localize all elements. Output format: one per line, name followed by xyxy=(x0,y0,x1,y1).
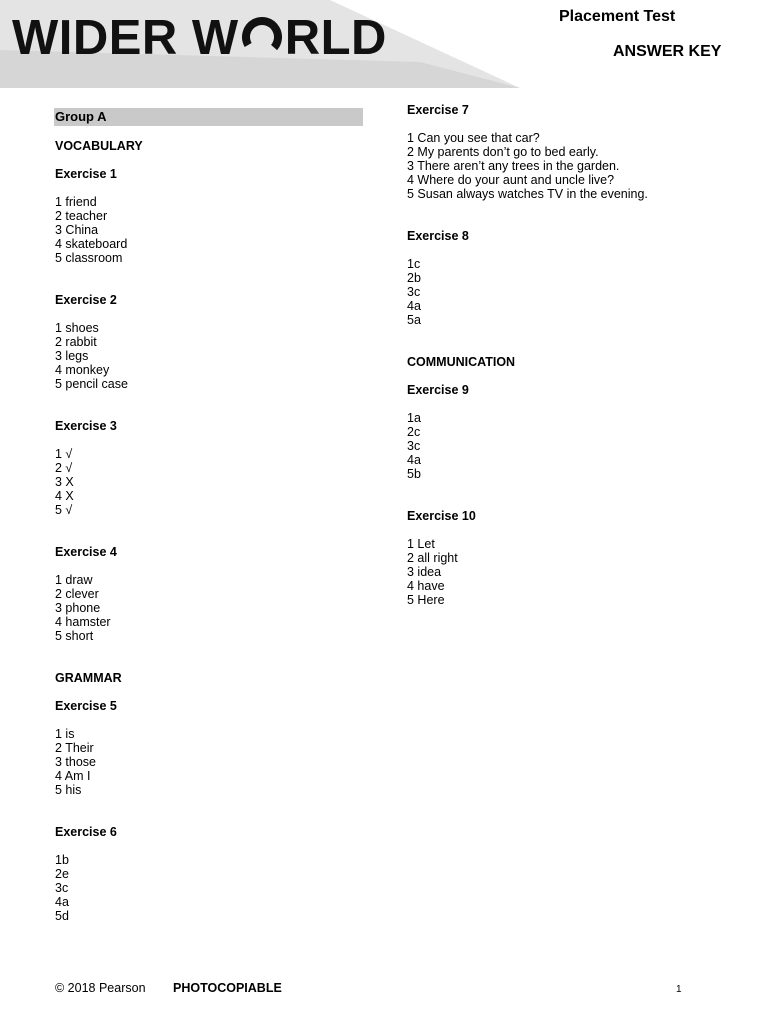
answer-item: 4a xyxy=(407,299,421,313)
answer-item: 4 have xyxy=(407,579,445,593)
answer-item: 4 hamster xyxy=(55,615,111,629)
answer-item: 5 √ xyxy=(55,503,73,517)
answer-item: 5 classroom xyxy=(55,251,123,265)
answer-item: 5 his xyxy=(55,783,82,797)
exercise-title: Exercise 9 xyxy=(407,383,469,397)
answer-item: 5 pencil case xyxy=(55,377,128,391)
answer-item: 3c xyxy=(407,439,421,453)
answer-list xyxy=(55,727,375,797)
answer-item: 1 Let xyxy=(407,537,435,551)
answer-item: 4 X xyxy=(55,489,74,503)
group-label: Group A xyxy=(54,108,363,126)
exercise-title: Exercise 7 xyxy=(407,103,469,117)
answer-item: 5 Susan always watches TV in the evening. xyxy=(407,187,648,201)
answer-item: 2 clever xyxy=(55,587,99,601)
answer-list xyxy=(407,537,747,607)
document-subtitle: ANSWER KEY xyxy=(613,43,722,60)
logo-ring-icon xyxy=(240,15,284,59)
answer-item: 2c xyxy=(407,425,421,439)
answer-list xyxy=(55,195,375,265)
answer-item: 1 draw xyxy=(55,573,93,587)
answer-item: 3 idea xyxy=(407,565,442,579)
answer-item: 1 friend xyxy=(55,195,97,209)
answer-item: 3 There aren’t any trees in the garden. xyxy=(407,159,620,173)
answer-item: 4a xyxy=(407,453,421,467)
answer-item: 1a xyxy=(407,411,421,425)
answer-item: 3 legs xyxy=(55,349,89,363)
exercise-title: Exercise 5 xyxy=(55,699,117,713)
answer-item: 4 Am I xyxy=(55,769,91,783)
answer-list xyxy=(407,257,747,327)
answer-item: 5d xyxy=(55,909,69,923)
answer-item: 4 Where do your aunt and uncle live? xyxy=(407,173,615,187)
answer-item: 1b xyxy=(55,853,69,867)
section-heading-grammar: GRAMMAR xyxy=(55,671,122,685)
answer-item: 5 Here xyxy=(407,593,445,607)
answer-item: 3c xyxy=(407,285,421,299)
answer-item: 5 short xyxy=(55,629,94,643)
answer-list xyxy=(407,411,747,481)
exercise-title: Exercise 8 xyxy=(407,229,469,243)
answer-item: 3 phone xyxy=(55,601,101,615)
answer-item: 2b xyxy=(407,271,421,285)
answer-item: 1 √ xyxy=(55,447,73,461)
answer-item: 3c xyxy=(55,881,69,895)
answer-item: 2 teacher xyxy=(55,209,108,223)
answer-item: 2 Their xyxy=(55,741,94,755)
brand-logo xyxy=(12,11,387,65)
answer-list xyxy=(407,131,747,201)
exercise-title: Exercise 2 xyxy=(55,293,117,307)
answer-item: 2e xyxy=(55,867,69,881)
exercise-title: Exercise 1 xyxy=(55,167,117,181)
exercise-title: Exercise 6 xyxy=(55,825,117,839)
left-column xyxy=(55,108,375,923)
answer-item: 4 monkey xyxy=(55,363,110,377)
answer-item: 2 all right xyxy=(407,551,458,565)
logo-text-left: WIDER W xyxy=(12,11,239,65)
footer-copyright: © 2018 Pearson xyxy=(55,981,146,995)
answer-item: 3 X xyxy=(55,475,74,489)
answer-item: 2 rabbit xyxy=(55,335,97,349)
answer-item: 5a xyxy=(407,313,421,327)
answer-item: 2 My parents don’t go to bed early. xyxy=(407,145,599,159)
answer-item: 3 those xyxy=(55,755,97,769)
page-number: 1 xyxy=(676,984,682,995)
exercise-title: Exercise 4 xyxy=(55,545,117,559)
answer-list xyxy=(55,321,375,391)
section-heading-vocabulary: VOCABULARY xyxy=(55,139,143,153)
answer-list xyxy=(55,447,375,517)
answer-list xyxy=(55,853,375,923)
exercise-title: Exercise 10 xyxy=(407,509,476,523)
answer-item: 2 √ xyxy=(55,461,73,475)
footer-photocopiable: PHOTOCOPIABLE xyxy=(173,981,282,995)
answer-list xyxy=(55,573,375,643)
answer-item: 3 China xyxy=(55,223,99,237)
document-title: Placement Test xyxy=(559,8,676,25)
answer-item: 4 skateboard xyxy=(55,237,128,251)
answer-item: 5b xyxy=(407,467,421,481)
answer-item: 4a xyxy=(55,895,69,909)
answer-item: 1 is xyxy=(55,727,75,741)
answer-item: 1c xyxy=(407,257,421,271)
logo-text-right: RLD xyxy=(284,11,387,65)
right-column xyxy=(407,103,747,607)
answer-item: 1 Can you see that car? xyxy=(407,131,540,145)
exercise-title: Exercise 3 xyxy=(55,419,117,433)
answer-item: 1 shoes xyxy=(55,321,99,335)
section-heading-communication: COMMUNICATION xyxy=(407,355,516,369)
